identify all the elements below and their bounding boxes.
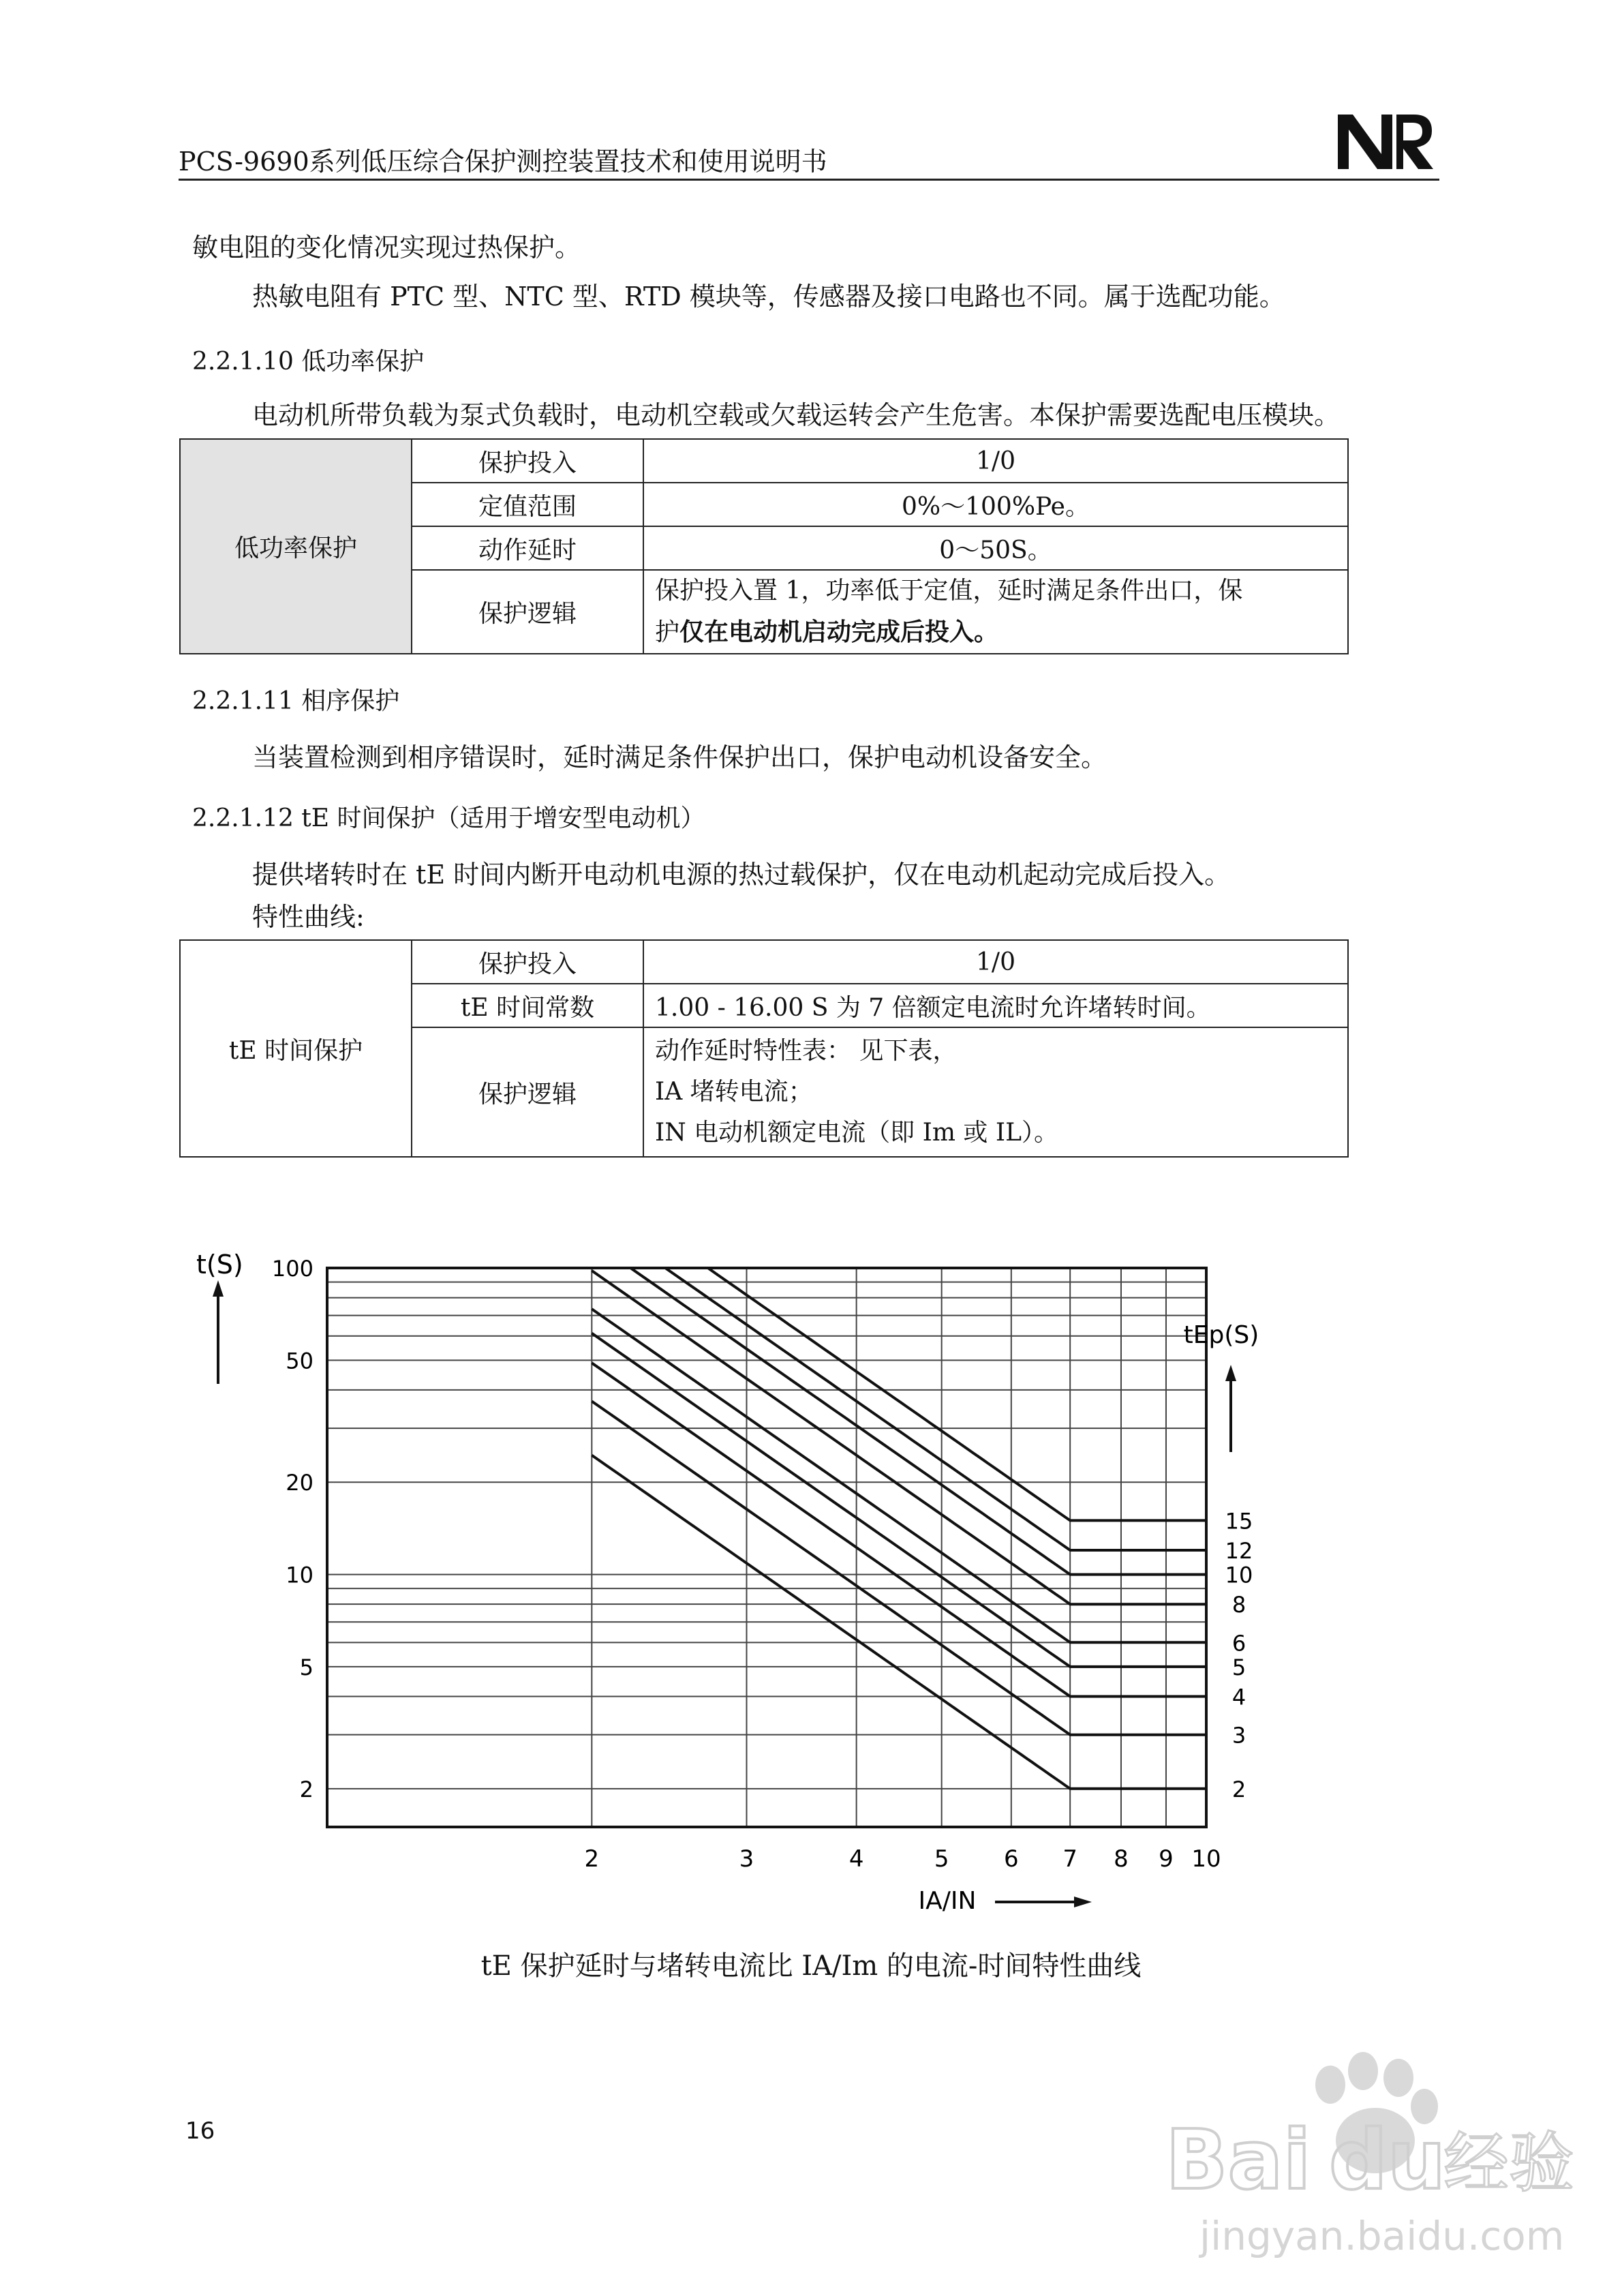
watermark-text: du bbox=[1329, 2113, 1446, 2208]
te-time-protection-table bbox=[179, 939, 1349, 1158]
paragraph-te-desc: 提供堵转时在 tE 时间内断开电动机电源的热过载保护，仅在电动机起动完成后投入。 bbox=[252, 860, 1231, 890]
x-tick-label: 4 bbox=[848, 1845, 864, 1873]
paragraph-thermal-types: 热敏电阻有 PTC 型、NTC 型、RTD 模块等，传感器及接口电路也不同。属于选配功能。 bbox=[252, 282, 1285, 312]
logic-line bbox=[655, 611, 1336, 653]
right-tick-label: 3 bbox=[1231, 1722, 1246, 1749]
right-tick-label: 10 bbox=[1225, 1562, 1253, 1588]
header-divider bbox=[179, 179, 1439, 181]
low-power-protection-table bbox=[179, 438, 1349, 654]
te-characteristic-chart bbox=[157, 1207, 1274, 1929]
table-row-label: tE 时间常数 bbox=[412, 984, 643, 1027]
chart-right-labels bbox=[1225, 1508, 1253, 1802]
x-axis-arrow-head-icon bbox=[1074, 1897, 1092, 1907]
x-axis-label: IA/IN bbox=[918, 1887, 977, 1915]
watermark-text: Bai bbox=[1165, 2113, 1311, 2208]
chart-grid bbox=[327, 1268, 1206, 1827]
x-tick-label: 9 bbox=[1159, 1845, 1174, 1873]
table-row-value: 1.00 - 16.00 S 为 7 倍额定电流时允许堵转时间。 bbox=[643, 984, 1348, 1027]
y-tick-label: 2 bbox=[299, 1776, 313, 1802]
watermark-url: jingyan.baidu.com bbox=[1199, 2213, 1565, 2259]
right-axis-arrow-head-icon bbox=[1225, 1365, 1236, 1381]
table-row-value: 0%～100%Pe。 bbox=[643, 483, 1348, 526]
table-row-value bbox=[643, 570, 1348, 654]
table-row-value: 1/0 bbox=[643, 439, 1348, 483]
logic-line: IN 电动机额定电流（即 Im 或 IL）。 bbox=[655, 1119, 1058, 1147]
y-tick-label: 50 bbox=[286, 1348, 313, 1374]
curve-te-3 bbox=[592, 1402, 1206, 1735]
curve-te-6 bbox=[592, 1309, 1206, 1642]
table-row-label: 保护逻辑 bbox=[412, 1027, 643, 1157]
paragraph-thermal-end: 敏电阻的变化情况实现过热保护。 bbox=[192, 232, 581, 262]
paragraph-low-power-desc: 电动机所带负载为泵式负载时，电动机空载或欠载运转会产生危害。本保护需要选配电压模块。 bbox=[252, 400, 1341, 430]
chart-frame bbox=[327, 1268, 1206, 1827]
right-tick-label: 12 bbox=[1225, 1537, 1253, 1564]
chart-caption: tE 保护延时与堵转电流比 IA/Im 的电流-时间特性曲线 bbox=[480, 1950, 1142, 1982]
chart-plot-border bbox=[327, 1268, 1206, 1827]
curve-te-8 bbox=[592, 1271, 1206, 1604]
table-row-label: 动作延时 bbox=[412, 526, 643, 570]
section-heading-te-time: 2.2.1.12 tE 时间保护（适用于增安型电动机） bbox=[192, 804, 705, 832]
logic-line-emphasis: 仅在电动机启动完成后投入。 bbox=[679, 618, 999, 646]
x-tick-label: 2 bbox=[584, 1845, 600, 1873]
y-tick-label: 20 bbox=[286, 1470, 313, 1496]
logic-line: 保护投入置 1，功率低于定值，延时满足条件出口，保 bbox=[655, 577, 1243, 605]
x-tick-label: 3 bbox=[739, 1845, 754, 1873]
document-header-title: PCS-9690系列低压综合保护测控装置技术和使用说明书 bbox=[179, 147, 827, 177]
right-tick-label: 8 bbox=[1231, 1592, 1246, 1618]
y-tick-label: 10 bbox=[286, 1562, 313, 1588]
logic-line: IA 堵转电流； bbox=[655, 1078, 813, 1106]
logic-line-start: 护 bbox=[655, 618, 680, 646]
y-axis-label: t(S) bbox=[196, 1250, 243, 1280]
paragraph-characteristic-label: 特性曲线: bbox=[252, 902, 365, 932]
table-row-value bbox=[643, 1027, 1348, 1157]
watermark-text: 经验 bbox=[1443, 2125, 1574, 2201]
table-category: tE 时间保护 bbox=[180, 940, 412, 1157]
x-tick-label: 5 bbox=[934, 1845, 949, 1873]
right-axis-label: tEp(S) bbox=[1183, 1321, 1259, 1349]
paragraph-phase-sequence-desc: 当装置检测到相序错误时，延时满足条件保护出口，保护电动机设备安全。 bbox=[252, 742, 1107, 772]
chart-curves bbox=[592, 1268, 1206, 1789]
x-tick-label: 10 bbox=[1191, 1845, 1221, 1873]
section-heading-phase-sequence: 2.2.1.11 相序保护 bbox=[192, 687, 400, 715]
table-row-label: 保护逻辑 bbox=[412, 570, 643, 654]
page-number: 16 bbox=[185, 2117, 215, 2145]
x-tick-label: 7 bbox=[1062, 1845, 1077, 1873]
table-row-value: 0～50S。 bbox=[643, 526, 1348, 570]
right-tick-label: 15 bbox=[1225, 1508, 1253, 1535]
table-row-value: 1/0 bbox=[643, 940, 1348, 984]
y-tick-label: 100 bbox=[271, 1256, 313, 1282]
table-category: 低功率保护 bbox=[180, 439, 412, 654]
right-tick-label: 2 bbox=[1231, 1776, 1246, 1802]
right-tick-label: 4 bbox=[1231, 1684, 1246, 1710]
logic-line: 动作延时特性表： 见下表， bbox=[655, 1037, 958, 1065]
table-row-label: 定值范围 bbox=[412, 483, 643, 526]
x-tick-label: 8 bbox=[1114, 1845, 1129, 1873]
table-row-label: 保护投入 bbox=[412, 439, 643, 483]
x-tick-label: 6 bbox=[1003, 1845, 1019, 1873]
right-tick-label: 5 bbox=[1231, 1654, 1246, 1680]
nr-logo bbox=[1332, 109, 1435, 175]
y-axis-arrow-head-icon bbox=[213, 1280, 224, 1297]
baidu-watermark bbox=[1159, 2038, 1595, 2270]
y-tick-label: 5 bbox=[299, 1654, 313, 1680]
right-tick-label: 6 bbox=[1231, 1630, 1246, 1657]
curve-te-4 bbox=[592, 1363, 1206, 1696]
table-row-label: 保护投入 bbox=[412, 940, 643, 984]
section-heading-low-power: 2.2.1.10 低功率保护 bbox=[192, 348, 425, 376]
